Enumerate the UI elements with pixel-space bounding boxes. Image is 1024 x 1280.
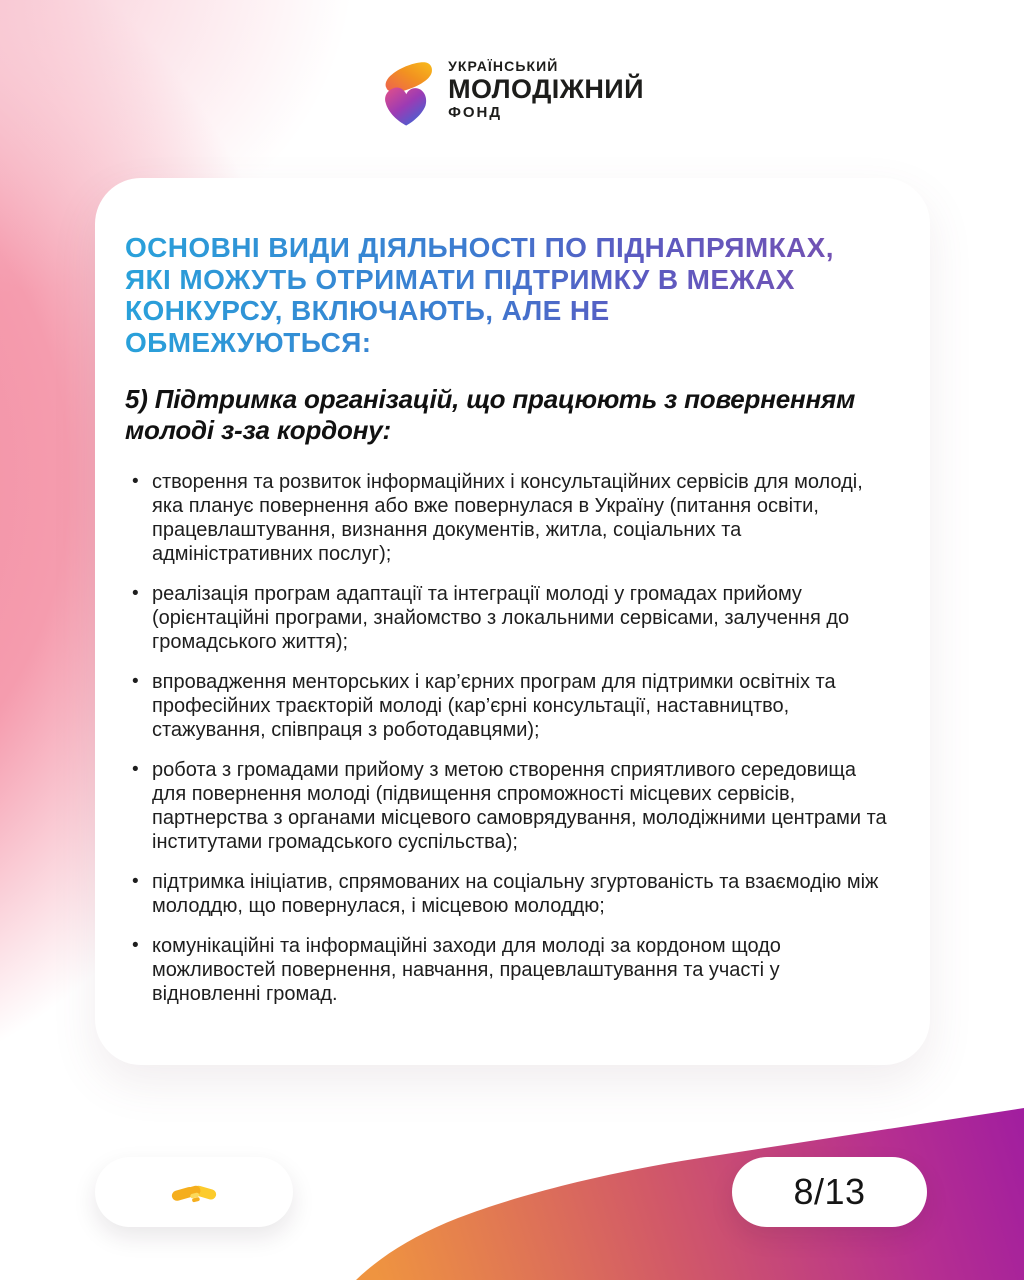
list-item-text: реалізація програм адаптації та інтеграції молоді у громадах прийому (орієнтаційні програми, знайомство з локальними сервісами, залучення до громадського життя);	[152, 583, 850, 653]
brand-name-line1: УКРАЇНСЬКИЙ	[448, 58, 559, 74]
reaction-pill	[95, 1157, 293, 1227]
list-item	[125, 582, 887, 654]
list-item	[125, 758, 887, 854]
list-item	[125, 670, 887, 742]
page-indicator-pill	[732, 1157, 927, 1227]
list-item-text: робота з громадами прийому з метою створення сприятливого середовища для повернення молоді (підвищення спроможності місцевих сервісів, партнерства з органами місцевого самоврядування, молодіжними центрами та інститутами громадського суспільства);	[152, 759, 887, 853]
list-item-text: впровадження менторських і кар’єрних програм для підтримки освітніх та професійних траєкторій молоді (кар’єрні консультації, наставництво, стажування, співпраця з роботодавцями);	[152, 671, 836, 741]
brand-logo	[0, 44, 1024, 136]
list-item-text: створення та розвиток інформаційних і консультаційних сервісів для молоді, яка планує повернення або вже повернулася в Україну (питання освіти, працевлаштування, визнання документів, житла, соціальних та адміністративних послуг);	[152, 471, 863, 565]
handshake-icon	[171, 1176, 217, 1208]
heading-line: ОСНОВНІ ВИДИ ДІЯЛЬНОСТІ ПО ПІДНАПРЯМКАХ,	[125, 232, 834, 263]
card-subheading	[125, 384, 900, 446]
card-heading	[125, 232, 900, 358]
heading-line: ОБМЕЖУЮТЬСЯ:	[125, 326, 372, 358]
subheading-line: молоді з-за кордону:	[125, 415, 391, 445]
content-card	[95, 178, 930, 1065]
heading-line: КОНКУРСУ, ВКЛЮЧАЮТЬ, АЛЕ НЕ	[125, 295, 610, 326]
list-item	[125, 934, 887, 1006]
list-item	[125, 870, 887, 918]
brand-logo-text	[448, 58, 644, 122]
brand-name-line3: ФОНД	[448, 104, 503, 121]
heading-line: ЯКІ МОЖУТЬ ОТРИМАТИ ПІДТРИМКУ В МЕЖАХ	[125, 263, 795, 295]
brand-logo-mark-icon	[380, 44, 434, 136]
bullet-list	[125, 470, 887, 1006]
list-item-text: комунікаційні та інформаційні заходи для молоді за кордоном щодо можливостей повернення, навчання, працевлаштування та участі у відновленні громад.	[152, 935, 781, 1005]
page-indicator: 8/13	[793, 1171, 866, 1212]
brand-name-line2: МОЛОДІЖНИЙ	[448, 74, 644, 104]
subheading-line: 5) Підтримка організацій, що працюють з поверненням	[125, 384, 856, 414]
list-item	[125, 470, 887, 566]
list-item-text: підтримка ініціатив, спрямованих на соціальну згуртованість та взаємодію між молоддю, що повернулася, і місцевою молоддю;	[152, 871, 879, 917]
